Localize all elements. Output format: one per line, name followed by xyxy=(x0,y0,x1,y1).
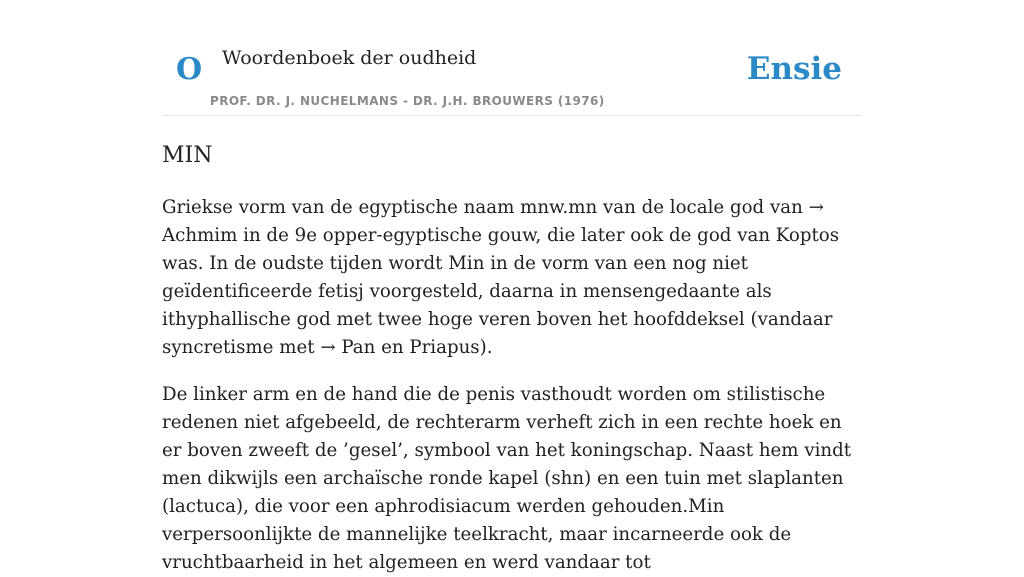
ensie-logo-link[interactable]: Ensie xyxy=(746,51,842,87)
book-authors: PROF. DR. J. NUCHELMANS - DR. J.H. BROUWERS (1976) xyxy=(210,94,605,108)
index-letter-link[interactable]: O xyxy=(176,52,203,87)
book-title-link[interactable]: Woordenboek der oudheid xyxy=(222,47,477,69)
article-page xyxy=(162,0,862,577)
entry-title: MIN xyxy=(162,143,213,168)
site-header xyxy=(162,0,862,116)
entry-paragraph-2: De linker arm en de hand die de penis vasthoudt worden om stilistische redenen niet afgebeeld, de rechterarm verheft zich in een rechte hoek en er boven zweeft de ’gesel’, symbool van het koningschap. Naast hem vindt men dikwijls een archaïsche ronde kapel (shn) en een tuin met slaplanten (lactuca), die voor een aphrodisiacum werden gehouden.Min verpersoonlijkte de mannelijke teelkracht, maar incarneerde ook de vruchtbaarheid in het algemeen en werd vandaar tot xyxy=(162,384,852,573)
entry-paragraph-1: Griekse vorm van de egyptische naam mnw.mn van de locale god van → Achmim in de 9e opper-egyptische gouw, die later ook de god van Koptos was. In de oudste tijden wordt Min in de vorm van een nog niet geïdentificeerde fetisj voorgesteld, daarna in mensengedaante als ithyphallische god met twee hoge veren boven het hoofddeksel (vandaar syncretisme met → Pan en Priapus). xyxy=(162,197,840,358)
